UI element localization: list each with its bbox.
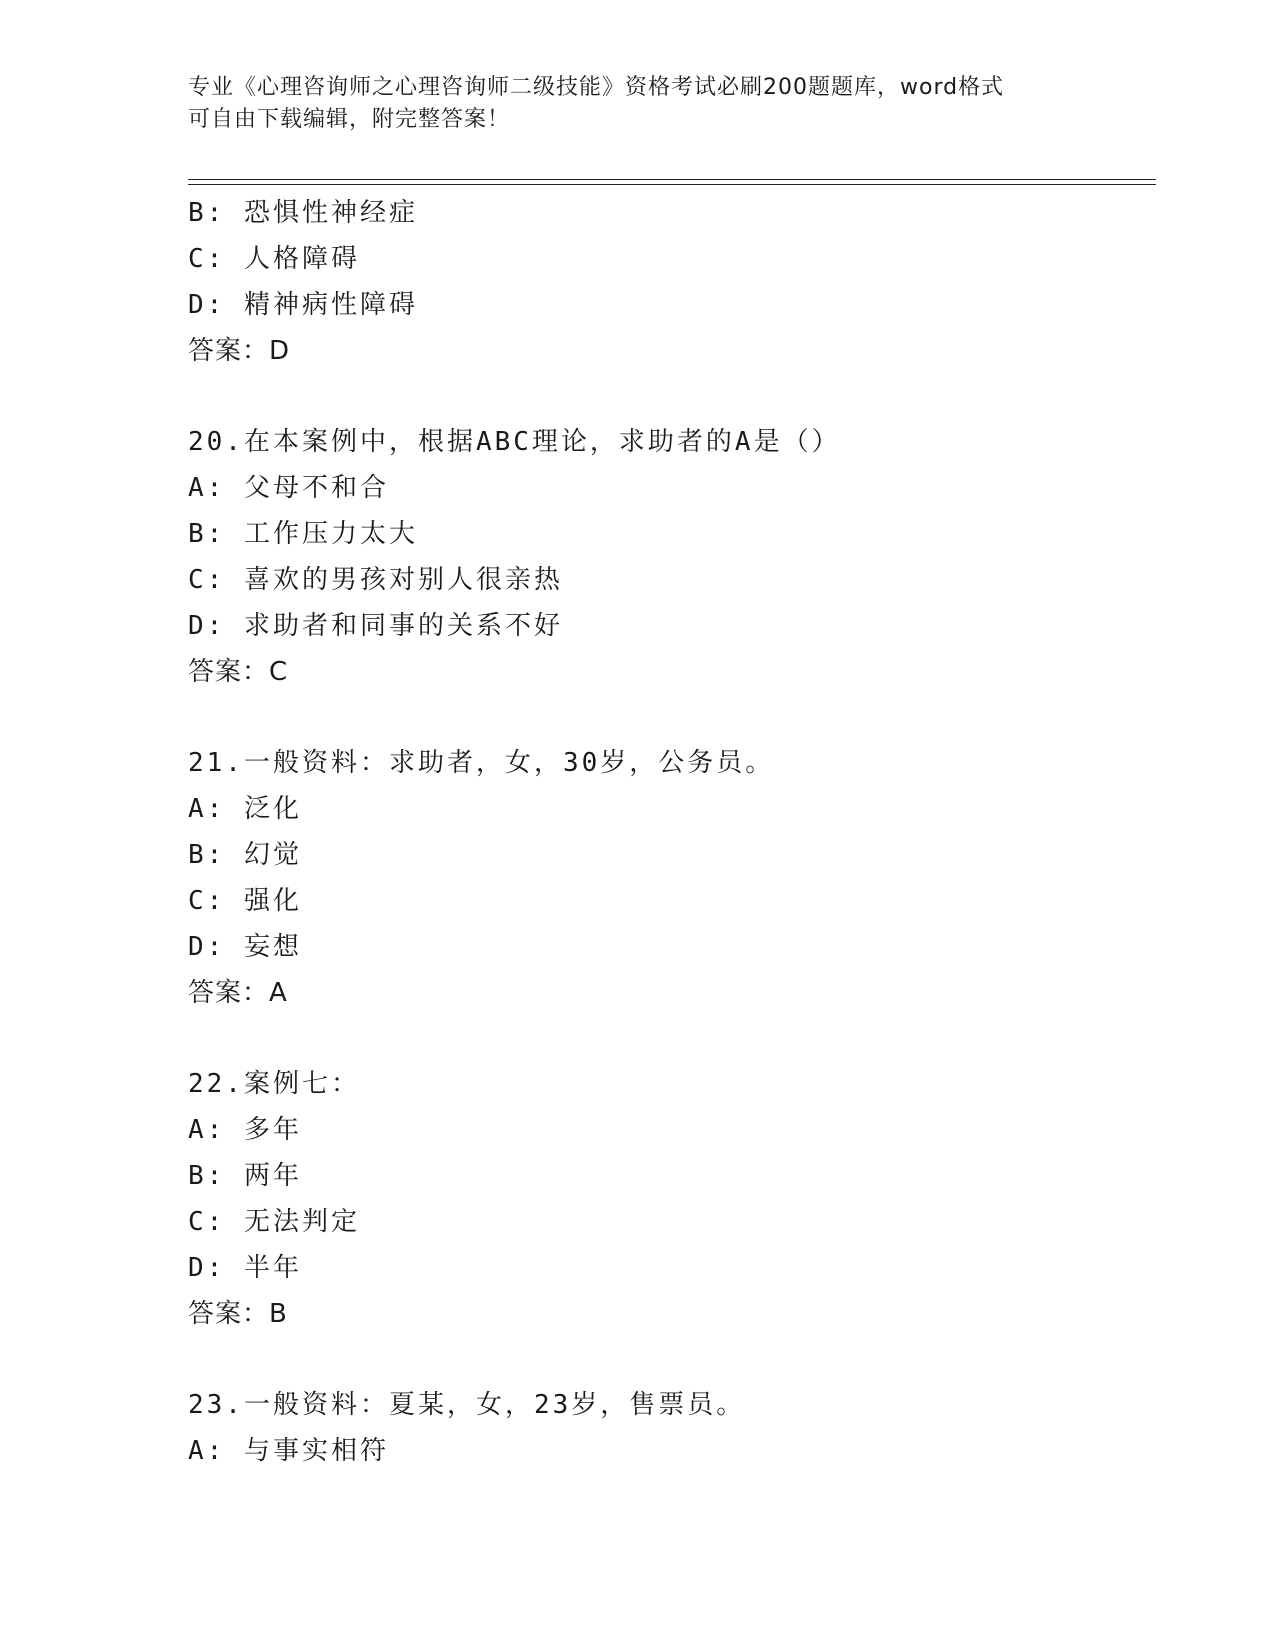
option-c: C: 强化: [188, 886, 302, 916]
question-text: 23.一般资料：夏某，女，23岁，售票员。: [188, 1390, 746, 1420]
question-block: [188, 1382, 1156, 1474]
option-c: C: 无法判定: [188, 1207, 360, 1237]
option-c: C: 喜欢的男孩对别人很亲热: [188, 565, 563, 595]
option-d: D: 半年: [188, 1253, 302, 1283]
document-header: [188, 72, 1068, 136]
question-block: [188, 1061, 1156, 1337]
question-block: [188, 190, 1156, 374]
option-a: A: 父母不和合: [188, 473, 389, 503]
option-b: B: 工作压力太大: [188, 519, 418, 549]
option-b: B: 两年: [188, 1161, 302, 1191]
option-a: A: 泛化: [188, 794, 302, 824]
option-d: D: 妄想: [188, 932, 302, 962]
answer-line: 答案：A: [188, 978, 288, 1008]
header-title-line-1: 专业《心理咨询师之心理咨询师二级技能》资格考试必刷200题题库，word格式: [188, 75, 1005, 100]
option-b: B: 幻觉: [188, 840, 302, 870]
header-divider-bottom: [188, 184, 1156, 185]
header-divider-top: [188, 179, 1156, 180]
option-a: A: 多年: [188, 1115, 302, 1145]
answer-line: 答案：C: [188, 657, 289, 687]
question-text: 20.在本案例中，根据ABC理论，求助者的A是（）: [188, 427, 841, 457]
header-title-line-2: 可自由下载编辑，附完整答案！: [188, 107, 511, 132]
answer-line: 答案：D: [188, 336, 291, 366]
question-block: [188, 419, 1156, 695]
question-text: 21.一般资料：求助者，女，30岁，公务员。: [188, 748, 775, 778]
option-d: D: 求助者和同事的关系不好: [188, 611, 563, 641]
question-text: 22.案例七：: [188, 1069, 360, 1099]
option-a: A: 与事实相符: [188, 1436, 389, 1466]
question-block: [188, 740, 1156, 1016]
answer-line: 答案：B: [188, 1299, 288, 1329]
option-c: C: 人格障碍: [188, 244, 360, 274]
option-d: D: 精神病性障碍: [188, 290, 418, 320]
option-b: B: 恐惧性神经症: [188, 198, 418, 228]
question-list: [188, 190, 1156, 1474]
